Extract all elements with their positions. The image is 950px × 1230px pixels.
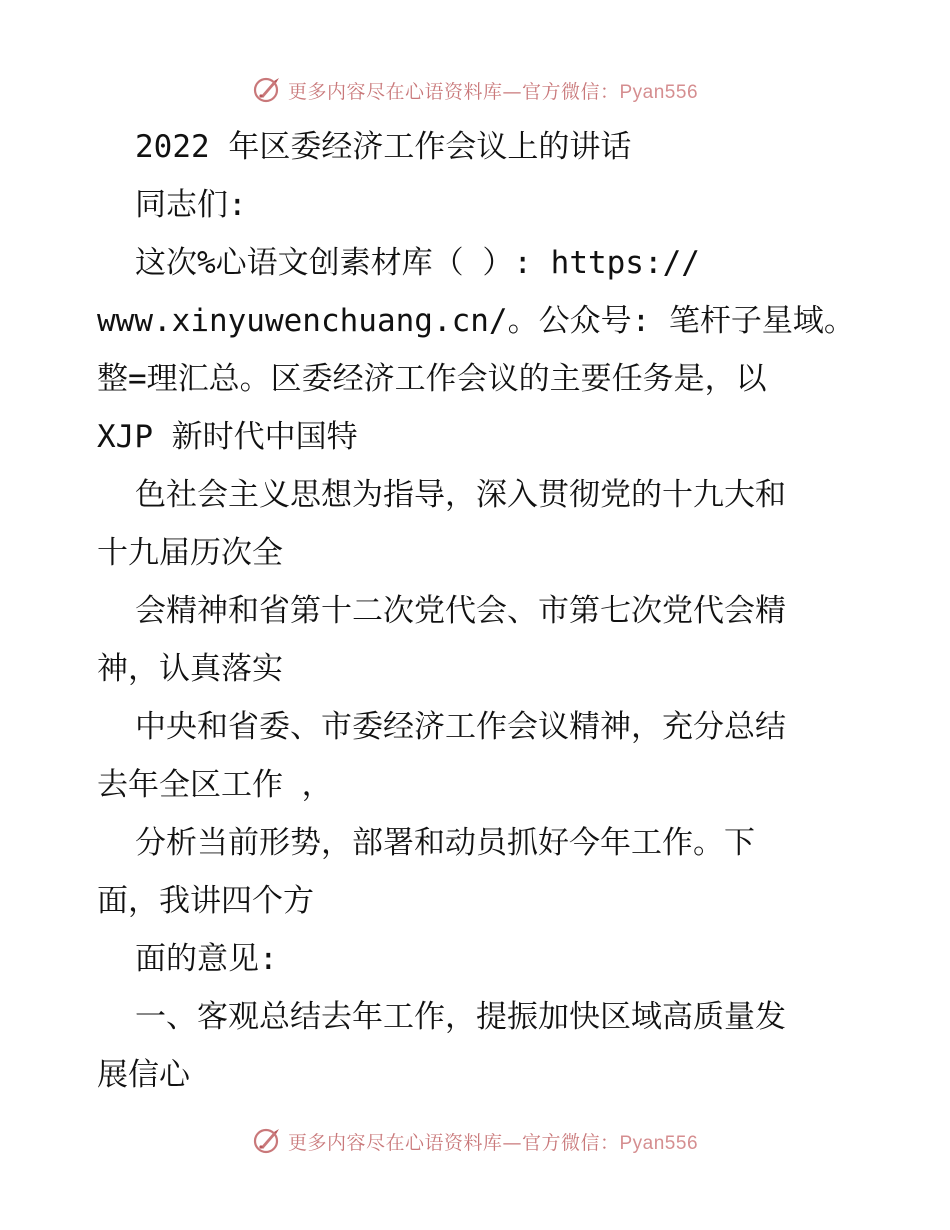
paragraph-line: 会精神和省第十二次党代会、市第七次党代会精 (135, 593, 786, 629)
quill-logo-icon (252, 75, 282, 105)
paragraph-line: 去年全区工作 ， (97, 767, 333, 803)
paragraph-line: 分析当前形势，部署和动员抓好今年工作。下 (135, 825, 755, 861)
wechat-id: Pyan556 (619, 1132, 699, 1154)
paragraph-line: www.xinyuwenchuang.cn/。公众号: 笔杆子星域。 (97, 303, 855, 339)
watermark-text: 更多内容尽在心语资料库—官方微信：Pyan556 (287, 80, 699, 103)
paragraph-line: XJP 新时代中国特 (97, 419, 358, 455)
document-body (97, 118, 857, 1104)
paragraph-line: 同志们: (135, 187, 247, 223)
watermark-banner-bottom (0, 1121, 950, 1161)
watermark-banner-top (0, 70, 950, 110)
wechat-id: Pyan556 (619, 81, 699, 103)
quill-logo-icon (252, 1126, 282, 1156)
paragraph-line: 一、客观总结去年工作，提振加快区域高质量发 (135, 999, 786, 1035)
paragraph-line: 中央和省委、市委经济工作会议精神，充分总结 (135, 709, 786, 745)
paragraph-line: 面，我讲四个方 (97, 883, 314, 919)
paragraph-line: 这次%心语文创素材库（ ）: https:// (135, 245, 700, 281)
paragraph-line: 十九届历次全 (97, 535, 283, 571)
paragraph-line: 色社会主义思想为指导，深入贯彻党的十九大和 (135, 477, 786, 513)
paragraph-line: 2022 年区委经济工作会议上的讲话 (135, 129, 632, 165)
paragraph-line: 整=理汇总。区委经济工作会议的主要任务是，以 (97, 361, 767, 397)
watermark-text: 更多内容尽在心语资料库—官方微信：Pyan556 (287, 1131, 699, 1154)
paragraph-line: 展信心 (97, 1057, 190, 1093)
paragraph-line: 神，认真落实 (97, 651, 283, 687)
paragraph-line: 面的意见: (135, 941, 278, 977)
